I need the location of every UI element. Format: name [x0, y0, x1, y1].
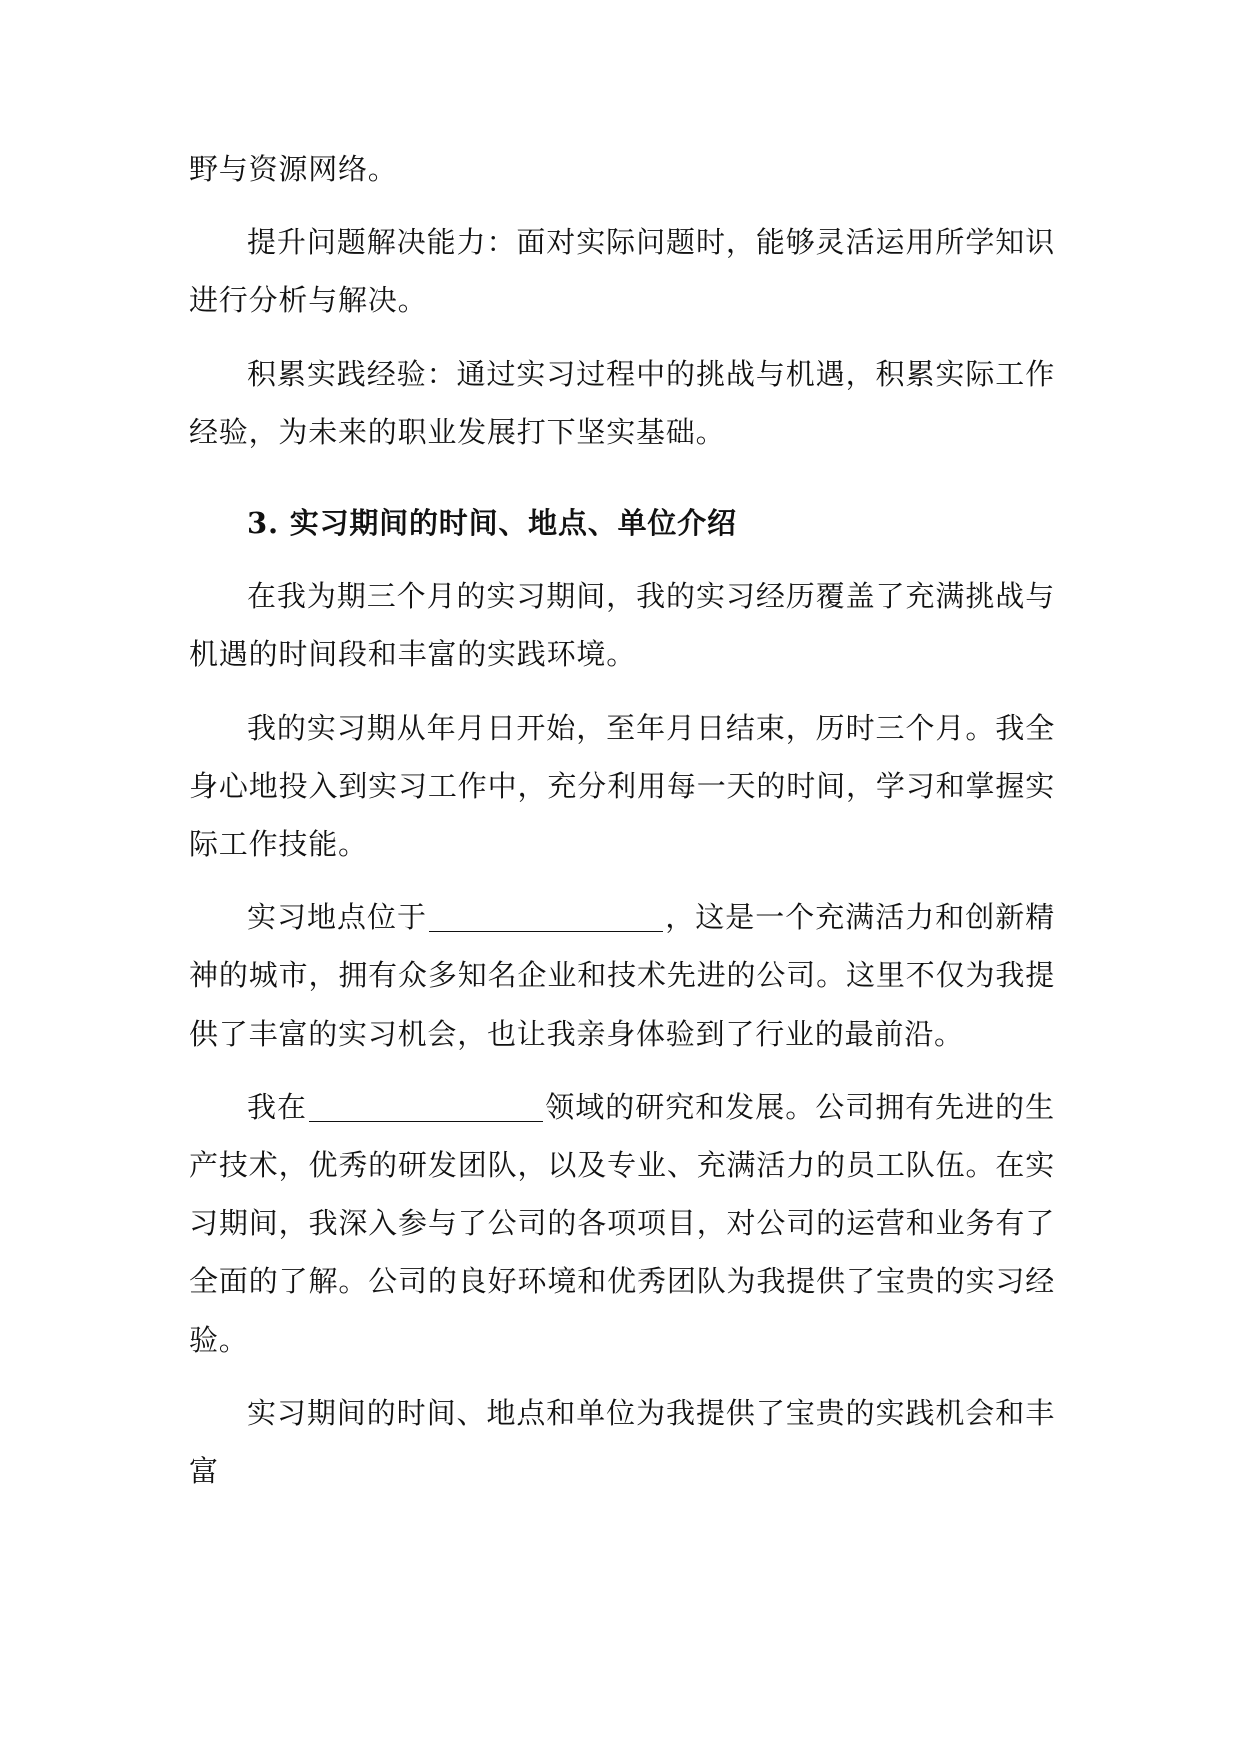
paragraph-internship-overview: 在我为期三个月的实习期间，我的实习经历覆盖了充满挑战与机遇的时间段和丰富的实践环境。 [189, 579, 1055, 672]
location-text-after: ，这是一个充满活力和创新精神的城市，拥有众多知名企业和技术先进的公司。这里不仅为我提供了丰富的实习机会，也让我亲身体验到了行业的最前沿。 [189, 900, 1055, 1051]
location-text-before: 实习地点位于 [247, 900, 427, 935]
paragraph-problem-solving: 提升问题解决能力：面对实际问题时，能够灵活运用所学知识进行分析与解决。 [189, 225, 1055, 318]
paragraph-summary: 实习期间的时间、地点和单位为我提供了宝贵的实践机会和丰富 [189, 1395, 1055, 1489]
paragraph-internship-location [189, 888, 1055, 1063]
paragraph-internship-company [189, 1078, 1055, 1369]
company-text-before: 我在 [247, 1089, 307, 1124]
company-blank-line [309, 1121, 543, 1122]
paragraph-internship-period: 我的实习期从年月日开始，至年月日结束，历时三个月。我全身心地投入到实习工作中，充分利用每一天的时间，学习和掌握实际工作技能。 [189, 710, 1055, 862]
company-text-after: 领域的研究和发展。公司拥有先进的生产技术，优秀的研发团队，以及专业、充满活力的员工队伍。在实习期间，我深入参与了公司的各项项目，对公司的运营和业务有了全面的了解。公司的良好环境和优秀团队为我提供了宝贵的实习经验。 [189, 1089, 1055, 1357]
section-heading: 3. 实习期间的时间、地点、单位介绍 [247, 506, 737, 541]
location-blank-line [429, 931, 663, 932]
paragraph-continuation: 野与资源网络。 [189, 152, 398, 186]
paragraph-practical-experience: 积累实践经验：通过实习过程中的挑战与机遇，积累实际工作经验，为未来的职业发展打下坚实基础。 [189, 356, 1055, 449]
document-body [189, 140, 1055, 1500]
